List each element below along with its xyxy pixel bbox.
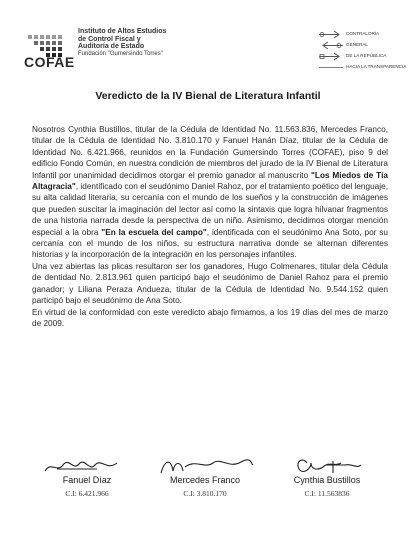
signature-block xyxy=(150,455,260,498)
arrow-icon xyxy=(318,30,344,39)
signer-name: Mercedes Franco xyxy=(169,475,241,485)
legend-label: GENERAL xyxy=(346,42,368,47)
signer-name: Cynthia Bustillos xyxy=(293,475,361,485)
foundation-line: Fundación "Gumersindo Torres" xyxy=(78,50,163,57)
paragraph-winners: Una vez abiertas las plicas resultaron ser los ganadores, Hugo Colmenares, titular dela Cédula de dentidad No. 2.813.961 quien participó bajo el seudónimo de Daniel Rahoz para el premio ganador; y Liliana Peraza Andueza, titular de la Cédula de Identidad No. 9.544.152 quien participó bajo el seudónimo de Ana Soto. xyxy=(32,261,388,306)
legend-label: DE LA REPÚBLICA xyxy=(346,53,387,58)
legend-label: CONTRALORÍA xyxy=(346,31,380,36)
institution-name xyxy=(78,28,166,58)
cofae-logo xyxy=(20,24,180,74)
arrow-icon xyxy=(318,52,344,61)
legend-label: HACIA LA TRANSPARENCIA xyxy=(346,64,407,69)
document-body xyxy=(32,124,388,329)
paragraph-verdict xyxy=(32,124,388,261)
signature-block xyxy=(32,455,142,498)
institution-line: Auditoría de Estado xyxy=(78,43,145,51)
legend-row xyxy=(318,52,408,62)
contraloria-legend xyxy=(318,30,408,74)
legend-row xyxy=(318,63,408,73)
arrow-icon xyxy=(318,41,344,50)
institution-line: de Control Fiscal y xyxy=(78,35,141,43)
signer-id: C.I: 11.563836 xyxy=(304,489,350,498)
line-icon xyxy=(318,63,344,72)
paragraph-text: , identificada con el seudónimo Ana Soto, por su cercanía con el mundo de los niños, su estructura narrativa donde se alternan diferentes historias y la incorporación de la integración en los personajes infantiles. xyxy=(32,227,388,260)
legend-row xyxy=(318,41,408,51)
paragraph-text: , identificado con el seudónimo Daniel Rahoz, por el tratamiento poético del lenguaje, su alta calidad literaria, su cercanía con el mundo de los sueños y la construcción de imágenes que pueden suscitar la imaginación del lector así como la sintaxis que logra hilvanar fragmentos de una historia narrada desde la perspectiva de un niño. Asimismo, decidimos otorgar mención especial a la obra xyxy=(32,182,388,237)
handwritten-signature xyxy=(37,455,137,477)
winning-work-title: "Los Miedos de Tía Altagracia" xyxy=(32,170,389,192)
signer-name: Fanuel Díaz xyxy=(62,475,112,485)
legend-row xyxy=(318,30,408,40)
handwritten-signature xyxy=(277,455,377,477)
mention-work-title: "En la escuela del campo" xyxy=(101,227,207,237)
paragraph-closing: En virtud de la conformidad con este veredicto abajo firmamos, a los 19 días del mes de marzo de 2009. xyxy=(32,307,388,328)
document-title: Veredicto de la IV Bienal de Literatura Infantil xyxy=(95,90,321,102)
signer-id: C.I: 6.421.966 xyxy=(65,489,109,498)
signer-id: C.I: 3.810.170 xyxy=(183,489,227,498)
signature-block xyxy=(272,455,382,498)
paragraph-text: Nosotros Cynthia Bustillos, titular de la Cédula de Identidad No. 11.563.836, Mercedes Franco, titular de la Cédula de Identidad No. 3.810.170 y Fanuel Hanán Díaz, titular de la Cédula de Identidad No. 6.421.966, reunidos en la Fundación Gumersindo Torres (COFAE), piso 9 del edificio Fondo Común, en nuestra condición de miembros del jurado de la IV Bienal de Literatura Infantil por unanimidad decidimos otorgar el premio ganador al manuscrito xyxy=(32,125,388,180)
logo-wordmark: COFAE xyxy=(24,54,75,70)
institution-line: Instituto de Altos Estudios xyxy=(78,28,167,35)
handwritten-signature xyxy=(155,455,255,477)
